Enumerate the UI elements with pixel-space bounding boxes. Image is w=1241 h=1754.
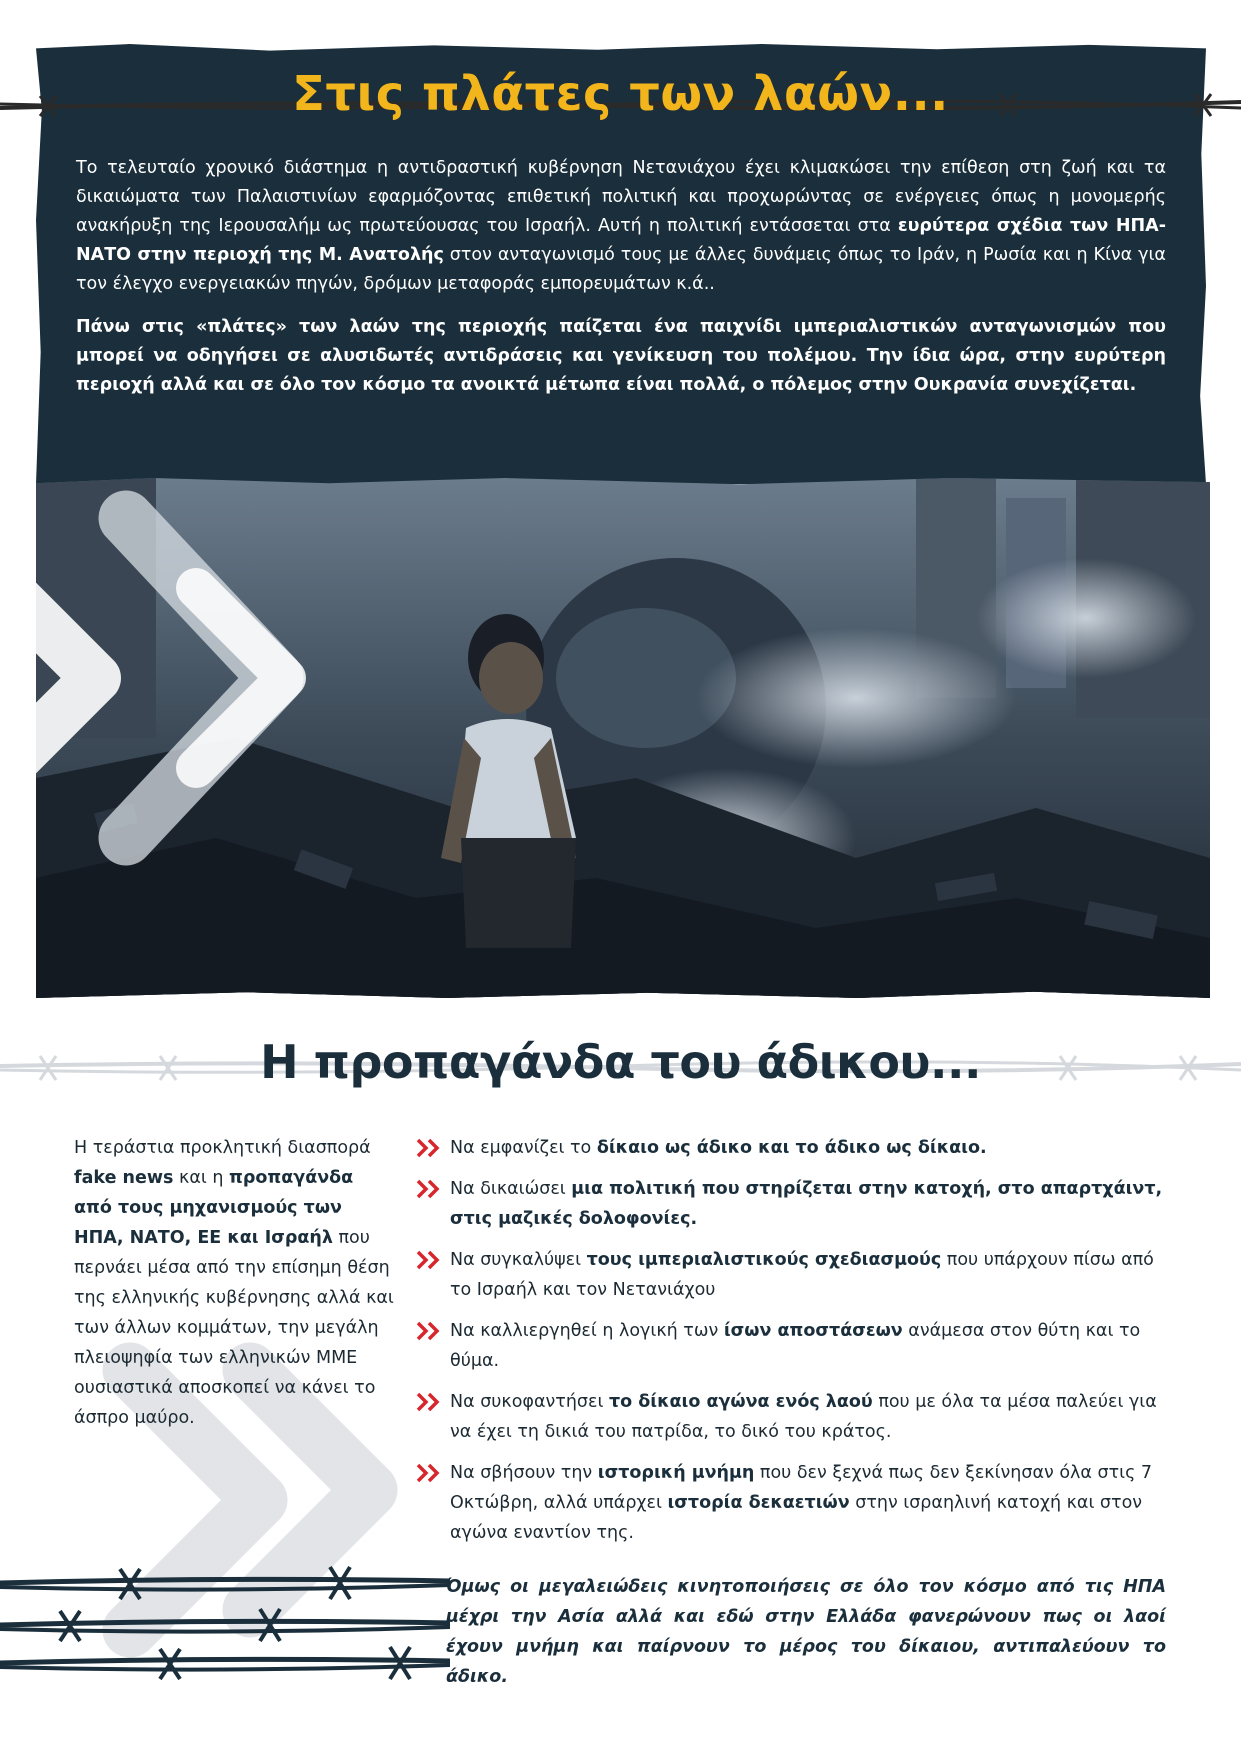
- bullet-item: [416, 1387, 1166, 1447]
- double-chevron-icon: [416, 1463, 444, 1483]
- left-column-text: [74, 1133, 394, 1433]
- bullet-bold: ιστορική μνήμη: [597, 1463, 755, 1483]
- section-title: Η προπαγάνδα του άδικου...: [260, 1035, 981, 1089]
- intro-paragraph-1: [76, 154, 1166, 299]
- main-title: Στις πλάτες των λαών...: [292, 66, 949, 122]
- bullet-bold: μια πολιτική που στηρίζεται στην κατοχή, στο απαρτχάιντ, στις μαζικές δολοφονίες.: [450, 1179, 1163, 1229]
- bullet-text: Να σβήσουν την: [450, 1463, 598, 1483]
- bullet-text: Να καλλιεργηθεί η λογική των: [450, 1321, 724, 1341]
- intro-p1-text-b: στον ανταγωνισμό τους με άλλες δυνάμεις όπως το Ιράν, η Ρωσία και η Κίνα για τον έλεγχο ενεργειακών πηγών, δρόμων μεταφοράς εμπορευμάτων κ.ά..: [76, 245, 1166, 294]
- bullet-text: στην ισραηλινή κατοχή και στον αγώνα εναντίον της.: [450, 1493, 1143, 1543]
- propaganda-bullet-list: [416, 1133, 1166, 1559]
- bullet-bold: ιστορία δεκαετιών: [667, 1493, 850, 1513]
- bullet-item: [416, 1458, 1166, 1548]
- bullet-item: [416, 1316, 1166, 1376]
- bullet-bold: το δίκαιο αγώνα ενός λαού: [608, 1392, 873, 1412]
- bullet-bold: τους ιμπεριαλιστικούς σχεδιασμούς: [586, 1250, 942, 1270]
- bullet-text: Να συκοφαντήσει: [450, 1392, 609, 1412]
- barbed-wire-bottom: [0, 1555, 450, 1695]
- closing-statement: Όμως οι μεγαλειώδεις κινητοποιήσεις σε όλο τον κόσμο από τις ΗΠΑ μέχρι την Ασία αλλά και εδώ στην Ελλάδα φανερώνουν πως οι λαοί έχουν μνήμη και παίρνουν το μέρος του δίκαιου, αντιπαλεύουν το άδικο.: [446, 1577, 1166, 1687]
- bullet-item: [416, 1133, 1166, 1163]
- bullet-text: που με όλα τα μέσα παλεύει για να έχει τη δικιά του πατρίδα, το δικό του κράτος.: [450, 1392, 1157, 1442]
- bullet-text: Να δικαιώσει: [450, 1179, 572, 1199]
- left-bold-2: προπαγάνδα από τους μηχανισμούς των ΗΠΑ, ΝΑΤΟ, ΕΕ και Ισραήλ: [74, 1168, 354, 1248]
- left-text-1: Η τεράστια προκλητική διασπορά: [74, 1138, 371, 1158]
- left-text-2: και η: [173, 1168, 230, 1188]
- double-chevron-icon: [416, 1179, 444, 1199]
- intro-p2-bold: Πάνω στις «πλάτες» των λαών της περιοχής παίζεται ένα παιχνίδι ιμπεριαλιστικών ανταγωνισμών που μπορεί να οδηγήσει σε αλυσιδωτές αντιδράσεις και γενίκευση του πολέμου. Την ίδια ώρα, στην ευρύτερη περιοχή αλλά και σε όλο τον κόσμο τα ανοικτά μέτωπα είναι πολλά, ο πόλεμος στην Ουκρανία συνεχίζεται.: [76, 317, 1166, 395]
- double-chevron-icon: [416, 1250, 444, 1270]
- intro-p1-text-a: Το τελευταίο χρονικό διάστημα η αντιδραστική κυβέρνηση Νετανιάχου έχει κλιμακώσει την επίθεση στη ζωή και τα δικαιώματα των Παλαιστινίων εφαρμόζοντας επιθετική πολιτική και προχωρώντας σε ενέργειες όπως η μονομερής ανακήρυξη της Ιερουσαλήμ ως πρωτεύουσας του Ισραήλ. Αυτή η πολιτική εντάσσεται στα: [76, 158, 1166, 236]
- bullet-text: Να συγκαλύψει: [450, 1250, 587, 1270]
- bullet-text: ανάμεσα στον θύτη και το θύμα.: [450, 1321, 1141, 1371]
- bullet-item: [416, 1174, 1166, 1234]
- intro-text: [76, 154, 1166, 414]
- bullet-text: που δεν ξεχνά πως δεν ξεκίνησαν όλα στις 7 Οκτώβρη, αλλά υπάρχει: [450, 1463, 1153, 1513]
- left-text-3: που περνάει μέσα από την επίσημη θέση της ελληνικής κυβέρνησης αλλά και των άλλων κομμάτων, την μεγάλη πλειοψηφία των ελληνικών ΜΜΕ ουσιαστικά αποσκοπεί να κάνει το άσπρο μαύρο.: [74, 1228, 394, 1428]
- bullet-item: [416, 1245, 1166, 1305]
- bullet-text: Να εμφανίζει το: [450, 1138, 597, 1158]
- bullet-bold: δίκαιο ως άδικο και το άδικο ως δίκαιο.: [596, 1138, 987, 1158]
- intro-p1-bold: ευρύτερα σχέδια των ΗΠΑ- ΝΑΤΟ στην περιοχή της Μ. Ανατολής: [76, 216, 1166, 265]
- left-bold-1: fake news: [74, 1168, 174, 1188]
- double-chevron-icon: [416, 1321, 444, 1341]
- ruins-photo: [36, 478, 1210, 998]
- intro-paragraph-2: [76, 313, 1166, 400]
- double-chevron-icon: [416, 1392, 444, 1412]
- double-chevron-icon: [416, 1138, 444, 1158]
- bullet-bold: ίσων αποστάσεων: [723, 1321, 903, 1341]
- bullet-text: που υπάρχουν πίσω από το Ισραήλ και τον Νετανιάχου: [450, 1250, 1154, 1300]
